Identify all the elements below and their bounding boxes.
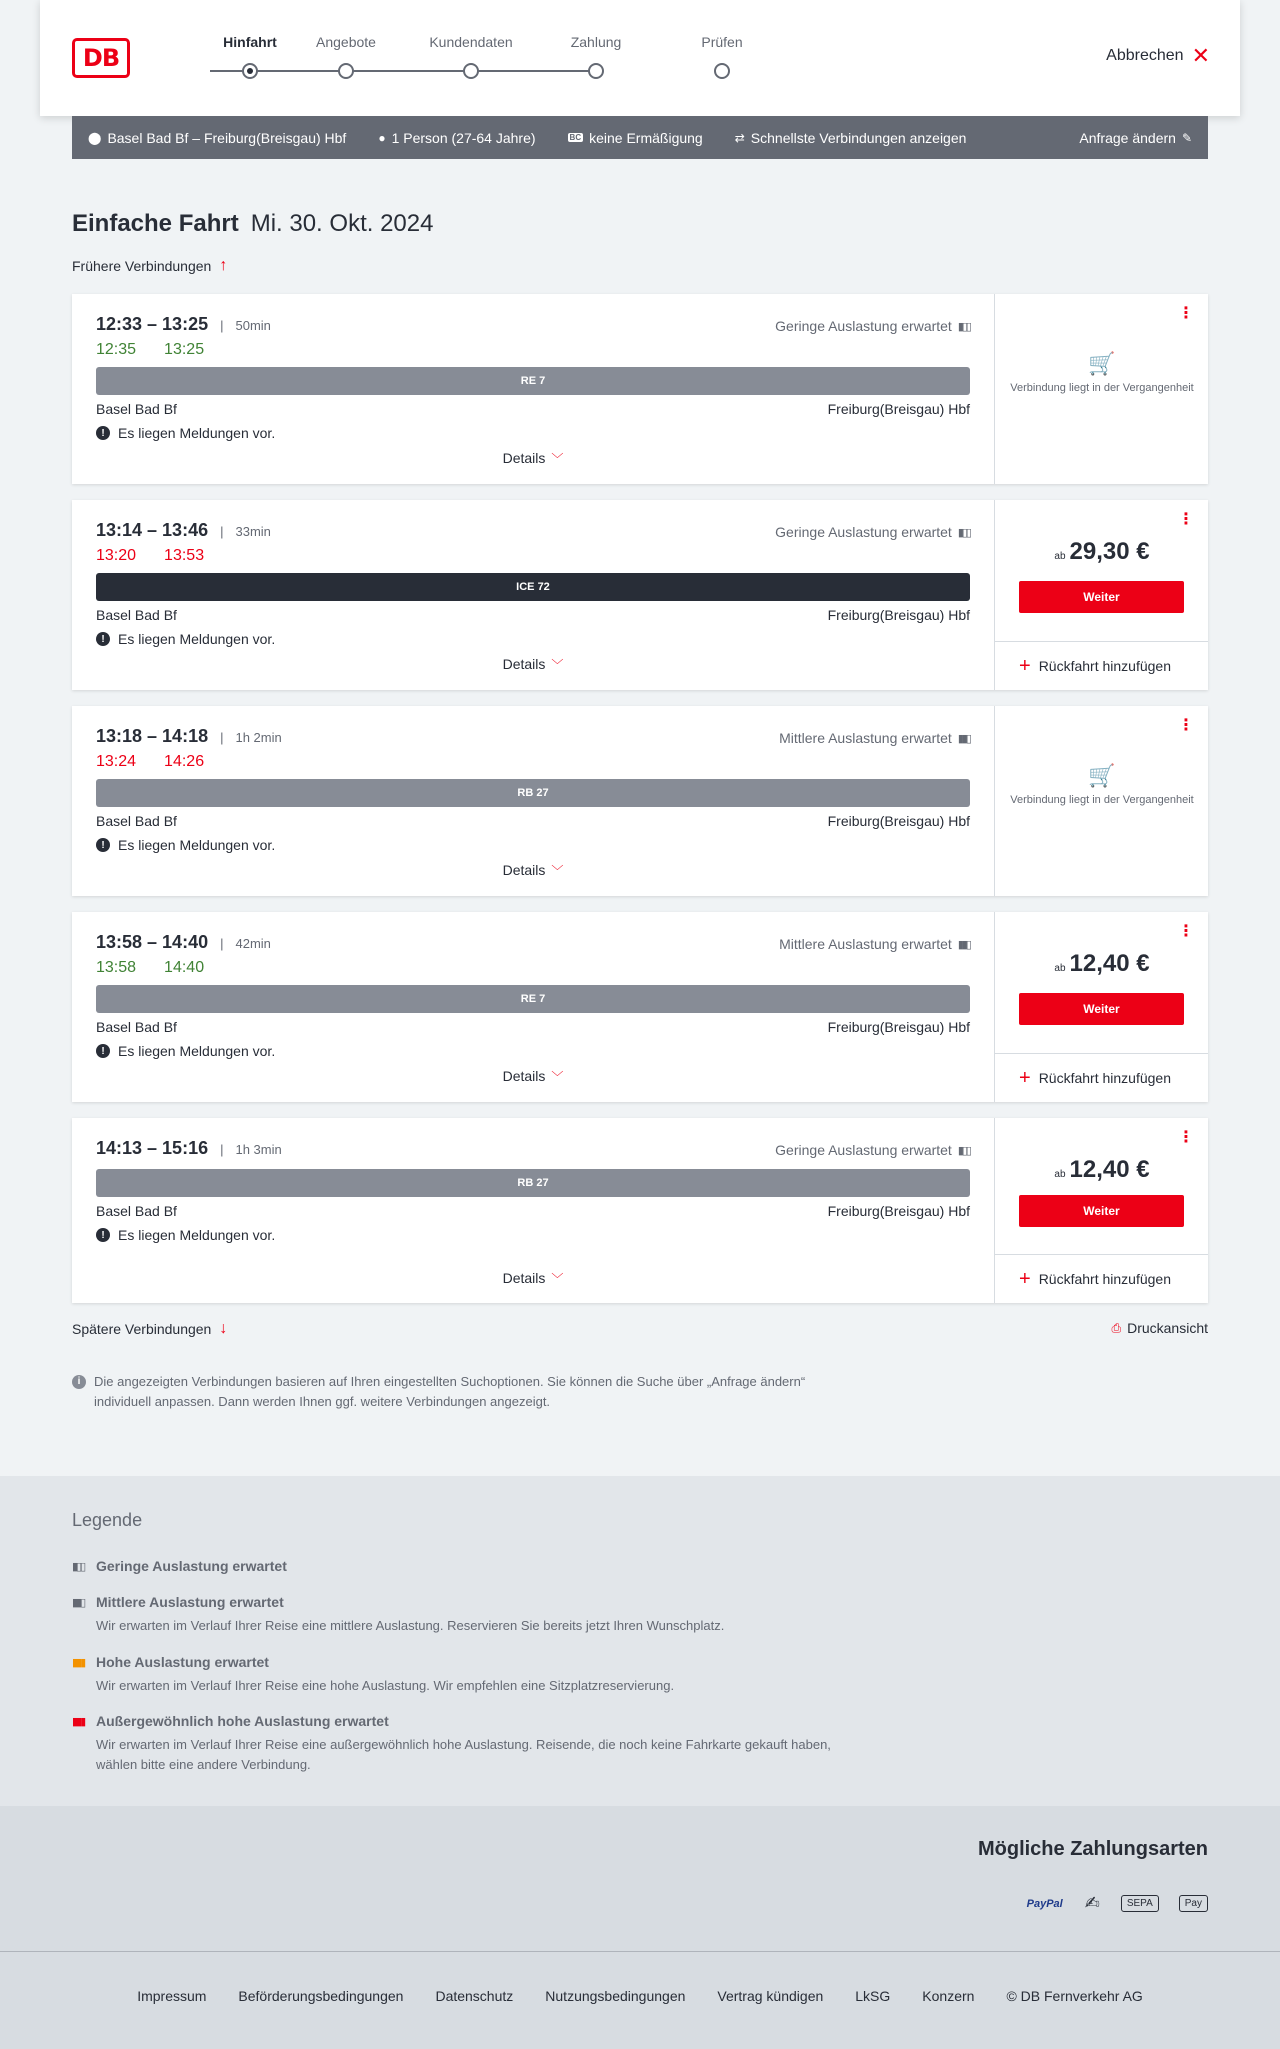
step-label: Prüfen xyxy=(701,34,743,50)
cart-icon: 🛒 xyxy=(1088,763,1116,788)
plus-icon: + xyxy=(1019,1066,1031,1089)
occupancy-medium-icon: ▮▮▯ xyxy=(957,938,970,951)
sepa-logo: SEPA xyxy=(1121,1895,1159,1912)
message-notice xyxy=(96,1043,970,1059)
occupancy-text: Mittlere Auslastung erwartet xyxy=(779,730,952,746)
connection-card xyxy=(72,1118,1208,1303)
occupancy-medium-icon: ▮▮▯ xyxy=(72,1596,85,1609)
footer-link-impressum[interactable]: Impressum xyxy=(137,1988,207,2004)
occupancy-text: Mittlere Auslastung erwartet xyxy=(779,936,952,952)
pin-icon: ⬤ xyxy=(88,130,102,145)
past-notice xyxy=(995,351,1209,396)
payment-logos xyxy=(1026,1892,1208,1915)
kebab-icon[interactable]: ⋮ xyxy=(1178,305,1194,322)
footer-link-nutzungsbedingungen[interactable]: Nutzungsbedingungen xyxy=(545,1988,686,2004)
legend-item-low xyxy=(72,1558,852,1574)
legend-item-title: Mittlere Auslastung erwartet xyxy=(96,1594,284,1610)
train-bar[interactable]: RB 27 xyxy=(96,779,970,807)
arrow-up-icon: ↑ xyxy=(219,257,228,274)
price xyxy=(995,950,1209,978)
occupancy-low-icon: ▮▯▯ xyxy=(72,1560,85,1573)
close-icon: ✕ xyxy=(1191,43,1210,68)
legend-item-high xyxy=(72,1654,852,1696)
message-text: Es liegen Meldungen vor. xyxy=(118,1043,276,1059)
search-info-note xyxy=(72,1372,852,1412)
step-dot xyxy=(714,63,730,79)
step-label: Kundendaten xyxy=(429,34,513,50)
footer-link-befoerderungsbedingungen[interactable]: Beförderungsbedingungen xyxy=(238,1988,404,2004)
train-bar[interactable]: RE 7 xyxy=(96,985,970,1013)
departure-station: Basel Bad Bf xyxy=(96,1019,177,1035)
continue-button[interactable]: Weiter xyxy=(1019,581,1184,613)
realtime-arrival: 13:53 xyxy=(164,547,205,564)
offer-panel xyxy=(994,706,1208,896)
train-bar[interactable]: RB 27 xyxy=(96,1169,970,1197)
details-label: Details xyxy=(502,1270,546,1286)
occupancy-very-high-icon: ▮▮▮ xyxy=(72,1715,85,1728)
plus-icon: + xyxy=(1019,1267,1031,1290)
planned-times: 13:58 – 14:40 xyxy=(96,932,209,952)
later-label: Spätere Verbindungen xyxy=(72,1321,212,1337)
message-notice xyxy=(96,425,970,441)
arrow-down-icon: ↓ xyxy=(219,1320,228,1337)
alert-icon: ! xyxy=(96,1044,110,1058)
cancel-button[interactable] xyxy=(1106,43,1210,68)
legend xyxy=(0,1476,1280,1806)
legend-item-title: Außergewöhnlich hohe Auslastung erwartet xyxy=(96,1713,389,1729)
details-label: Details xyxy=(502,862,546,878)
footer-link-datenschutz[interactable]: Datenschutz xyxy=(435,1988,514,2004)
legend-item-title: Hohe Auslastung erwartet xyxy=(96,1654,269,1670)
planned-times: 12:33 – 13:25 xyxy=(96,314,209,334)
legend-item-medium xyxy=(72,1594,852,1636)
chevron-down-icon: ﹀ xyxy=(551,864,564,878)
step-angebote xyxy=(286,34,406,54)
legend-item-desc: Wir erwarten im Verlauf Ihrer Reise eine außergewöhnlich hohe Auslastung. Reisende, die noch keine Fahrkarte gekauft haben, wählen bitte eine andere Verbindung. xyxy=(96,1737,831,1772)
message-notice xyxy=(96,631,970,647)
past-text: Verbindung liegt in der Vergangenheit xyxy=(1010,794,1194,806)
legend-item-title: Geringe Auslastung erwartet xyxy=(96,1558,287,1574)
details-toggle[interactable] xyxy=(72,656,994,673)
chevron-down-icon: ﹀ xyxy=(551,1070,564,1084)
continue-button[interactable]: Weiter xyxy=(1019,1195,1184,1227)
offer-panel xyxy=(994,294,1208,484)
kebab-icon[interactable]: ⋮ xyxy=(1178,717,1194,734)
db-logo[interactable]: DB xyxy=(72,38,130,78)
realtime-departure: 12:35 xyxy=(96,341,137,358)
message-text: Es liegen Meldungen vor. xyxy=(118,837,276,853)
duration: | 33min xyxy=(220,524,271,539)
copyright: © DB Fernverkehr AG xyxy=(1006,1988,1143,2004)
kebab-icon[interactable]: ⋮ xyxy=(1178,511,1194,528)
departure-station: Basel Bad Bf xyxy=(96,607,177,623)
continue-button[interactable]: Weiter xyxy=(1019,993,1184,1025)
kebab-icon[interactable]: ⋮ xyxy=(1178,1129,1194,1146)
details-label: Details xyxy=(502,656,546,672)
printer-icon: ⎙ xyxy=(1111,1320,1122,1335)
price-prefix: ab xyxy=(1054,963,1066,974)
arrival-station: Freiburg(Breisgau) Hbf xyxy=(827,813,970,829)
bahncard-icon: BC xyxy=(569,133,582,142)
realtime-times xyxy=(96,547,970,567)
progress-steps xyxy=(182,34,743,84)
planned-times: 14:13 – 15:16 xyxy=(96,1138,209,1158)
departure-station: Basel Bad Bf xyxy=(96,1203,177,1219)
occupancy-info xyxy=(775,1142,970,1158)
note-text: Die angezeigten Verbindungen basieren auf Ihren eingestellten Suchoptionen. Sie können die Suche über „Anfrage ändern“ individuell anpassen. Dann werden Ihnen ggf. weitere Verbindungen angezeigt. xyxy=(94,1374,806,1409)
stations xyxy=(96,1019,970,1035)
occupancy-text: Geringe Auslastung erwartet xyxy=(775,318,952,334)
discount-text: keine Ermäßigung xyxy=(589,129,703,146)
payment-methods xyxy=(0,1806,1280,1952)
legend-item-desc: Wir erwarten im Verlauf Ihrer Reise eine hohe Auslastung. Wir empfehlen eine Sitzplatzreservierung. xyxy=(96,1678,675,1693)
fastest-text: Schnellste Verbindungen anzeigen xyxy=(750,129,967,146)
legend-item-desc: Wir erwarten im Verlauf Ihrer Reise eine mittlere Auslastung. Reservieren Sie bereits jetzt Ihren Wunschplatz. xyxy=(96,1618,725,1633)
occupancy-info xyxy=(779,730,970,746)
footer xyxy=(0,1952,1280,2049)
occupancy-low-icon: ▮▯▯ xyxy=(957,526,970,539)
step-kundendaten xyxy=(411,34,531,54)
occupancy-low-icon: ▮▯▯ xyxy=(957,1144,970,1157)
swap-icon: ⇄ xyxy=(734,130,745,145)
header xyxy=(40,0,1240,116)
pencil-icon: ✎ xyxy=(1181,130,1192,145)
alert-icon: ! xyxy=(96,632,110,646)
occupancy-text: Geringe Auslastung erwartet xyxy=(775,524,952,540)
cart-icon: 🛒 xyxy=(1088,351,1116,376)
plus-icon: + xyxy=(1019,654,1031,677)
paypal-logo: PayPal xyxy=(1026,1897,1063,1910)
realtime-times xyxy=(96,959,970,979)
price-value: 29,30 € xyxy=(1069,538,1150,565)
realtime-arrival: 13:25 xyxy=(164,341,205,358)
details-toggle[interactable] xyxy=(72,1270,994,1287)
apple-pay-logo xyxy=(1179,1895,1208,1912)
realtime-arrival: 14:40 xyxy=(164,959,205,976)
connection-card xyxy=(72,294,1208,484)
duration: | 50min xyxy=(220,318,271,333)
search-summary-bar xyxy=(72,116,1208,159)
past-notice xyxy=(995,763,1209,808)
realtime-times xyxy=(96,753,970,773)
add-return-label: Rückfahrt hinzufügen xyxy=(1038,1069,1171,1086)
step-label: Hinfahrt xyxy=(223,34,277,50)
add-return-label: Rückfahrt hinzufügen xyxy=(1038,657,1171,674)
fastest-option xyxy=(735,130,967,146)
person-icon: ● xyxy=(378,130,386,145)
change-request-button[interactable] xyxy=(1079,130,1192,146)
occupancy-low-icon: ▮▯▯ xyxy=(957,320,970,333)
payment-methods-title: Mögliche Zahlungsarten xyxy=(977,1838,1208,1860)
offer-panel xyxy=(994,500,1208,690)
kebab-icon[interactable]: ⋮ xyxy=(1178,923,1194,940)
message-text: Es liegen Meldungen vor. xyxy=(118,1227,276,1243)
realtime-arrival: 14:26 xyxy=(164,753,205,770)
planned-times: 13:14 – 13:46 xyxy=(96,520,209,540)
route-summary xyxy=(88,130,346,146)
realtime-times xyxy=(96,341,970,361)
chevron-down-icon: ﹀ xyxy=(551,658,564,672)
message-notice xyxy=(96,837,970,853)
steps-line xyxy=(210,70,594,72)
change-request-label: Anfrage ändern xyxy=(1079,129,1176,146)
price-value: 12,40 € xyxy=(1069,1156,1150,1183)
apple-pay-label: Pay xyxy=(1184,1898,1202,1909)
occupancy-text: Geringe Auslastung erwartet xyxy=(775,1142,952,1158)
occupancy-info xyxy=(775,318,970,334)
trip-type: Einfache Fahrt xyxy=(72,210,239,237)
earlier-label: Frühere Verbindungen xyxy=(72,258,212,274)
realtime-departure: 13:20 xyxy=(96,547,137,564)
details-toggle[interactable] xyxy=(72,450,994,467)
step-zahlung xyxy=(536,34,656,54)
page-title xyxy=(72,210,433,238)
price-prefix: ab xyxy=(1054,551,1066,562)
discount-summary xyxy=(568,130,703,146)
chevron-down-icon: ﹀ xyxy=(551,452,564,466)
footer-link-konzern[interactable]: Konzern xyxy=(922,1988,975,2004)
add-return-button[interactable] xyxy=(995,641,1208,689)
details-toggle[interactable] xyxy=(72,1068,994,1085)
occupancy-info xyxy=(775,524,970,540)
message-notice xyxy=(96,1227,970,1243)
alert-icon: ! xyxy=(96,838,110,852)
departure-station: Basel Bad Bf xyxy=(96,401,177,417)
legend-item-very-high xyxy=(72,1713,852,1775)
duration: | 1h 2min xyxy=(220,730,282,745)
duration: | 1h 3min xyxy=(220,1142,282,1157)
trip-date: Mi. 30. Okt. 2024 xyxy=(250,210,434,237)
footer-link-vertrag-kuendigen[interactable]: Vertrag kündigen xyxy=(717,1988,824,2004)
details-toggle[interactable] xyxy=(72,862,994,879)
past-text: Verbindung liegt in der Vergangenheit xyxy=(1010,382,1194,394)
cancel-label: Abbrechen xyxy=(1106,47,1184,64)
earlier-connections-link[interactable] xyxy=(72,257,227,275)
persons-text: 1 Person (27-64 Jahre) xyxy=(391,129,536,146)
train-bar[interactable]: RE 7 xyxy=(96,367,970,395)
footer-link-lksg[interactable]: LkSG xyxy=(855,1988,891,2004)
connection-card xyxy=(72,706,1208,896)
arrival-station: Freiburg(Breisgau) Hbf xyxy=(827,401,970,417)
realtime-departure: 13:24 xyxy=(96,753,137,770)
later-connections-link[interactable] xyxy=(72,1320,227,1338)
step-dot xyxy=(338,63,354,79)
offer-panel xyxy=(994,912,1208,1102)
add-return-button[interactable] xyxy=(995,1053,1208,1101)
add-return-label: Rückfahrt hinzufügen xyxy=(1038,1270,1171,1287)
info-icon: i xyxy=(72,1375,86,1389)
chevron-down-icon: ﹀ xyxy=(551,1272,564,1286)
stations xyxy=(96,607,970,623)
arrival-station: Freiburg(Breisgau) Hbf xyxy=(827,607,970,623)
train-bar[interactable]: ICE 72 xyxy=(96,573,970,601)
step-dot xyxy=(588,63,604,79)
route-text: Basel Bad Bf – Freiburg(Breisgau) Hbf xyxy=(107,129,347,146)
footer-links xyxy=(0,1988,1280,2004)
occupancy-medium-icon: ▮▮▯ xyxy=(957,732,970,745)
legend-title: Legende xyxy=(72,1510,143,1530)
alert-icon: ! xyxy=(96,426,110,440)
add-return-button[interactable] xyxy=(995,1254,1208,1302)
details-label: Details xyxy=(502,1068,546,1084)
departure-station: Basel Bad Bf xyxy=(96,813,177,829)
message-text: Es liegen Meldungen vor. xyxy=(118,425,276,441)
offer-panel xyxy=(994,1118,1208,1303)
step-dot xyxy=(463,63,479,79)
arrival-station: Freiburg(Breisgau) Hbf xyxy=(827,1019,970,1035)
print-label: Druckansicht xyxy=(1127,1320,1208,1336)
arrival-station: Freiburg(Breisgau) Hbf xyxy=(827,1203,970,1219)
step-pruefen xyxy=(662,34,782,54)
price-value: 12,40 € xyxy=(1069,950,1150,977)
price xyxy=(995,538,1209,566)
price xyxy=(995,1156,1209,1184)
connection-card xyxy=(72,500,1208,690)
duration: | 42min xyxy=(220,936,271,951)
alert-icon: ! xyxy=(96,1228,110,1242)
occupancy-info xyxy=(779,936,970,952)
realtime-departure: 13:58 xyxy=(96,959,137,976)
details-label: Details xyxy=(502,450,546,466)
step-dot-active xyxy=(242,63,258,79)
planned-times: 13:18 – 14:18 xyxy=(96,726,209,746)
stations xyxy=(96,1203,970,1219)
occupancy-high-icon: ▮▮▮ xyxy=(72,1656,85,1669)
persons-summary xyxy=(378,130,535,146)
connection-card xyxy=(72,912,1208,1102)
stations xyxy=(96,401,970,417)
step-label: Angebote xyxy=(316,34,376,50)
price-prefix: ab xyxy=(1054,1169,1066,1180)
step-label: Zahlung xyxy=(570,34,622,50)
print-view-link[interactable] xyxy=(1111,1320,1208,1336)
stations xyxy=(96,813,970,829)
direct-debit-icon: ✍ xyxy=(1084,1893,1100,1913)
message-text: Es liegen Meldungen vor. xyxy=(118,631,276,647)
